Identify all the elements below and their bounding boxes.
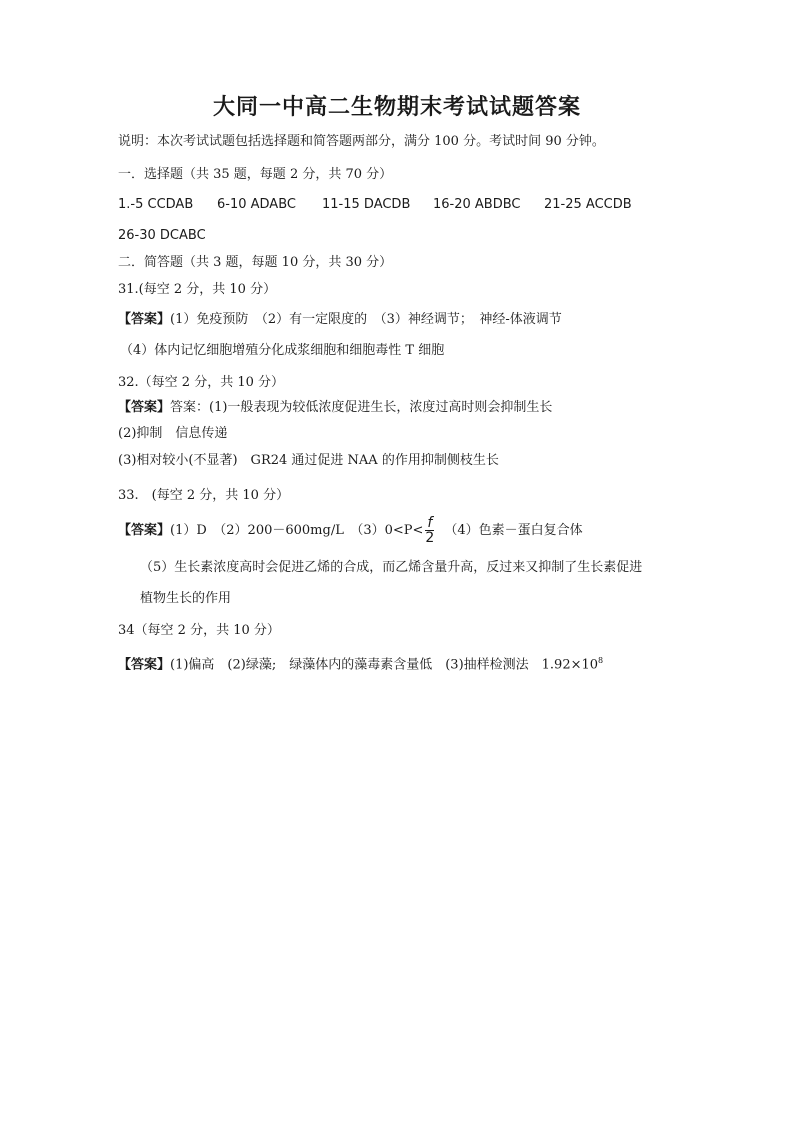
- q33-answer-line-3: 植物生长的作用: [140, 591, 232, 606]
- mc-answer-group: 26-30 DCABC: [118, 228, 206, 243]
- q31-answer-line-2: （4）体内记忆细胞增殖分化成浆细胞和细胞毒性 T 细胞: [120, 343, 445, 358]
- answer-marker: 【答案】: [118, 657, 171, 673]
- mc-answer-group: 1.-5 CCDAB: [118, 197, 194, 212]
- mc-answer-group: 6-10 ADABC: [217, 197, 296, 212]
- answer-marker: 【答案】: [118, 400, 171, 415]
- q33-label: 33. (每空 2 分，共 10 分）: [118, 488, 290, 503]
- q33-answer-text-2: （4）色素－蛋白复合体: [444, 523, 583, 538]
- q32-answer-line-3: (3)相对较小(不显著) GR24 通过促进 NAA 的作用抑制侧枝生长: [118, 453, 499, 468]
- q31-answer-text: (1）免疫预防 （2）有一定限度的 （3）神经调节； 神经-体液调节: [170, 312, 562, 327]
- mc-answer-group: 11-15 DACDB: [322, 197, 411, 212]
- q32-label: 32.（每空 2 分，共 10 分）: [118, 375, 285, 390]
- mc-answer-group: 16-20 ABDBC: [433, 197, 521, 212]
- fraction-numerator: f: [427, 515, 433, 531]
- q33-answer-line-2: （5）生长素浓度高时会促进乙烯的合成，而乙烯含量升高，反过来又抑制了生长素促进: [140, 560, 643, 575]
- q34-label: 34（每空 2 分，共 10 分）: [118, 623, 280, 638]
- q34-answer-line-1: [118, 652, 603, 674]
- q32-answer-line-1: [118, 399, 552, 417]
- mc-answer-group: 21-25 ACCDB: [544, 197, 632, 212]
- answer-marker: 【答案】: [118, 312, 171, 327]
- q32-answer-text: 答案：(1)一般表现为较低浓度促进生长，浓度过高时则会抑制生长: [170, 400, 553, 415]
- fraction-denominator: 2: [425, 530, 435, 546]
- page-title: 大同一中高二生物期末考试试题答案: [212, 95, 581, 120]
- section-1-heading: 一．选择题（共 35 题，每题 2 分，共 70 分）: [118, 167, 393, 182]
- fraction: [425, 516, 434, 545]
- q32-answer-line-2: (2)抑制 信息传递: [118, 426, 228, 441]
- exam-note: 说明：本次考试试题包括选择题和简答题两部分，满分 100 分。考试时间 90 分钟。: [118, 134, 605, 149]
- section-2-heading: 二．简答题（共 3 题，每题 10 分，共 30 分）: [118, 255, 393, 270]
- answer-marker: 【答案】: [118, 523, 171, 538]
- q33-answer-line-1: [118, 516, 583, 546]
- q31-answer-line-1: [118, 311, 562, 329]
- exponent: 8: [598, 656, 604, 665]
- q31-label: 31.(每空 2 分，共 10 分）: [118, 282, 277, 297]
- q33-answer-text: (1）D （2）200－600mg/L （3）0<P<: [170, 523, 424, 538]
- q34-answer-text: (1)偏高 (2)绿藻; 绿藻体内的藻毒素含量低 (3)抽样检测法 1.92×10: [170, 657, 599, 673]
